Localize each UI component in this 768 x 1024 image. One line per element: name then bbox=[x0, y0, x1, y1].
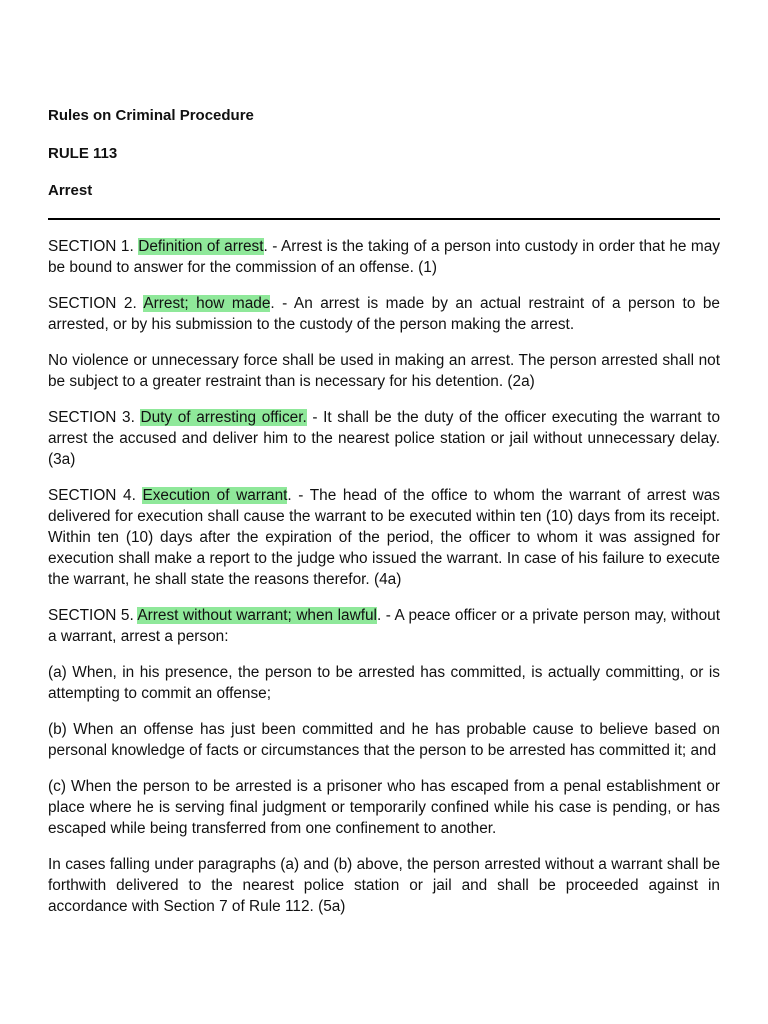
section-text: . - The head of the office to whom the warrant of arrest was delivered for execution shall cause the warrant to be executed within ten (10) days from its receipt. Within ten (10) days after the expiration of the period, the officer to whom it was assigned for execution shall make a report to the judge who issued the warrant. In case of his failure to execute the warrant, he shall state the reasons therefor. (4a) bbox=[48, 487, 721, 588]
section-prefix: SECTION 4. bbox=[48, 487, 143, 504]
section-text: . - Arrest is the taking of a person into custody in order that he may be bound to answer for the commission of an offense. (1) bbox=[48, 238, 721, 276]
section-heading-highlight: Arrest without warrant; when lawful bbox=[137, 607, 377, 624]
paragraph-text: (b) When an offense has just been committed and he has probable cause to believe based on personal knowledge of facts or circumstances that the person to be arrested has committed it; and bbox=[48, 721, 720, 759]
section-heading-highlight: Definition of arrest bbox=[138, 238, 264, 255]
section-text: . - A peace officer or a private person may, without a warrant, arrest a person: bbox=[48, 607, 720, 645]
section-prefix: SECTION 1. bbox=[48, 238, 139, 255]
section-heading-highlight: Execution of warrant bbox=[142, 487, 288, 504]
clause-a-paragraph bbox=[48, 662, 720, 704]
section-text: - It shall be the duty of the officer executing the warrant to arrest the accused and deliver him to the nearest police station or jail without unnecessary delay. (3a) bbox=[48, 409, 721, 468]
section-1-paragraph bbox=[48, 236, 720, 278]
section-text: . - An arrest is made by an actual restraint of a person to be arrested, or by his submission to the custody of the person making the arrest. bbox=[48, 295, 720, 333]
section-2-paragraph bbox=[48, 293, 720, 335]
section-3-paragraph bbox=[48, 407, 720, 470]
paragraph-text: No violence or unnecessary force shall be used in making an arrest. The person arrested shall not be subject to a greater restraint than is necessary for his detention. (2a) bbox=[48, 352, 720, 390]
closing-paragraph bbox=[48, 854, 720, 917]
paragraph-text: (a) When, in his presence, the person to be arrested has committed, is actually committing, or is attempting to commit an offense; bbox=[48, 664, 720, 702]
paragraph-text: (c) When the person to be arrested is a prisoner who has escaped from a penal establishment or place where he is serving final judgment or temporarily confined while his case is pending, or has escaped while being transferred from one confinement to another. bbox=[48, 778, 720, 837]
section-heading-highlight: Arrest; how made bbox=[143, 295, 271, 312]
rule-topic: Arrest bbox=[48, 182, 93, 199]
section-divider bbox=[48, 218, 720, 220]
section-4-paragraph bbox=[48, 485, 720, 590]
rule-number: RULE 113 bbox=[48, 145, 118, 162]
section-prefix: SECTION 3. bbox=[48, 409, 141, 426]
section-prefix: SECTION 2. bbox=[48, 295, 144, 312]
document-body bbox=[48, 236, 720, 932]
document-title: Rules on Criminal Procedure bbox=[48, 107, 254, 124]
clause-c-paragraph bbox=[48, 776, 720, 839]
section-prefix: SECTION 5. bbox=[48, 607, 138, 624]
section-heading-highlight: Duty of arresting officer. bbox=[140, 409, 307, 426]
clause-b-paragraph bbox=[48, 719, 720, 761]
section-2-continuation-paragraph bbox=[48, 350, 720, 392]
paragraph-text: In cases falling under paragraphs (a) and (b) above, the person arrested without a warrant shall be forthwith delivered to the nearest police station or jail and shall be proceeded against in accordance with Section 7 of Rule 112. (5a) bbox=[48, 856, 720, 915]
section-5-paragraph bbox=[48, 605, 720, 647]
